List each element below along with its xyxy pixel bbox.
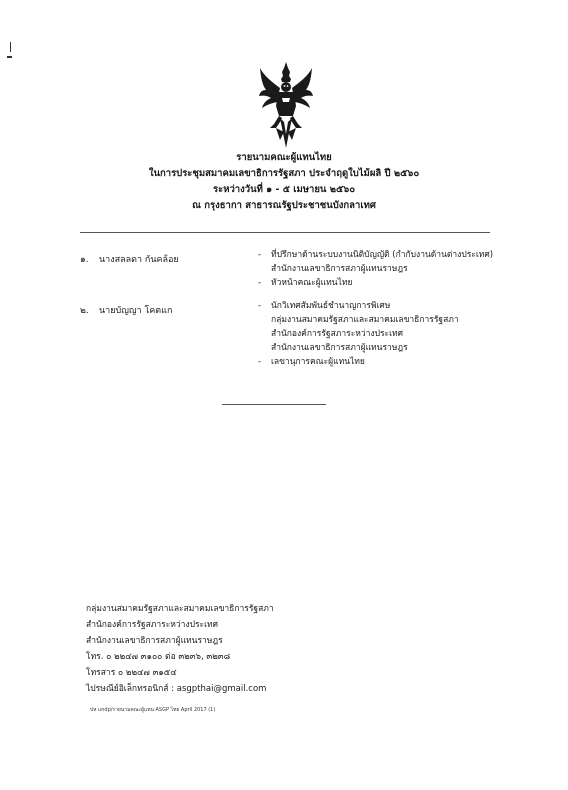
contact-fax: โทรสาร ๐ ๒๒๔๗ ๓๑๕๔ bbox=[86, 668, 177, 678]
heading-title: รายนามคณะผู้แทนไทย bbox=[236, 152, 332, 163]
contact-phone: โทร. ๐ ๒๒๔๗ ๓๑๐๐ ต่อ ๓๒๓๖, ๓๒๓๘ bbox=[86, 652, 231, 662]
contact-line: กลุ่มงานสมาคมรัฐสภาและสมาคมเลขาธิการรัฐสภา bbox=[86, 604, 274, 614]
contact-line: สำนักงานเลขาธิการสภาผู้แทนราษฎร bbox=[86, 636, 223, 646]
document-heading bbox=[0, 150, 568, 214]
delegate-number: ๒. bbox=[80, 306, 89, 316]
garuda-emblem-icon bbox=[258, 62, 314, 150]
delegate-name: นายบัญญา โคตแก bbox=[99, 306, 173, 316]
bottom-separator bbox=[222, 404, 326, 405]
heading-location: ณ กรุงธากา สาธารณรัฐประชาชนบังกลาเทศ bbox=[192, 200, 376, 211]
delegate-number: ๑. bbox=[80, 255, 89, 265]
delegate-name: นางสลลดา กันคล้อย bbox=[99, 255, 179, 265]
scan-mark bbox=[7, 56, 12, 58]
contact-block bbox=[86, 601, 274, 697]
document-page: รายนามคณะผู้แทนไทย ในการประชุมสมาคมเลขาธิการรัฐสภา ประจำฤดูใบไม้ผลิ ปี ๒๕๖๐ ระหว่างวันที่ ๑ - ๕ เมษายน ๒๕๖๐ ณ กรุงธากา สาธารณรัฐประชาชนบังกลาเทศ ๑. นางสลลดา กันคล้อย - ที่ปรึกษาด้านระบบงานนิติบัญญัติ (กำกับงานด้านต่างประเทศ) สำนักงานเลขาธิการสภาผู้แทนราษฎร - หัวหน้าคณะผู้แทนไทย ๒. นายบัญญา โคตแก - นักวิเทศสัมพันธ์ชำนาญการพิเศษ กลุ่มงานสมาคมรัฐสภาและสมาคมเลขาธิการรัฐสภา สำนักองค์การรัฐสภาระหว่างประเทศ สำนักงานเลขาธิการสภาผู้แทนราษฎร - เลขานุการคณะผู้แทนไทย กลุ่มงานสมาคมรัฐสภาและสมาคมเลขาธิการรัฐสภา สำนักองค์การรัฐสภาระหว่างประเทศ สำนักงานเลขาธิการสภาผู้แทนราษฎร โทร. ๐ ๒๒๔๗ ๓๑๐๐ ต่อ ๓๒๓๖, ๓๒๓๘ โทรสาร ๐ ๒๒๔๗ ๓๑๕๔ ไปรษณีย์อิเล็กทรอนิกส์ : asgpthai@gmail.com ปห undp/รายนามคณะผู้แทน ASGP ไทย April 2017 (1) bbox=[0, 0, 568, 790]
file-reference: ปห undp/รายนามคณะผู้แทน ASGP ไทย April 2017 (1) bbox=[90, 707, 216, 713]
contact-email: ไปรษณีย์อิเล็กทรอนิกส์ : asgpthai@gmail.com bbox=[86, 684, 267, 694]
contact-line: สำนักองค์การรัฐสภาระหว่างประเทศ bbox=[86, 620, 219, 630]
heading-dates: ระหว่างวันที่ ๑ - ๕ เมษายน ๒๕๖๐ bbox=[212, 184, 355, 195]
heading-meeting: ในการประชุมสมาคมเลขาธิการรัฐสภา ประจำฤดูใบไม้ผลิ ปี ๒๕๖๐ bbox=[148, 168, 420, 179]
top-separator bbox=[80, 232, 490, 233]
scan-mark bbox=[10, 42, 15, 52]
